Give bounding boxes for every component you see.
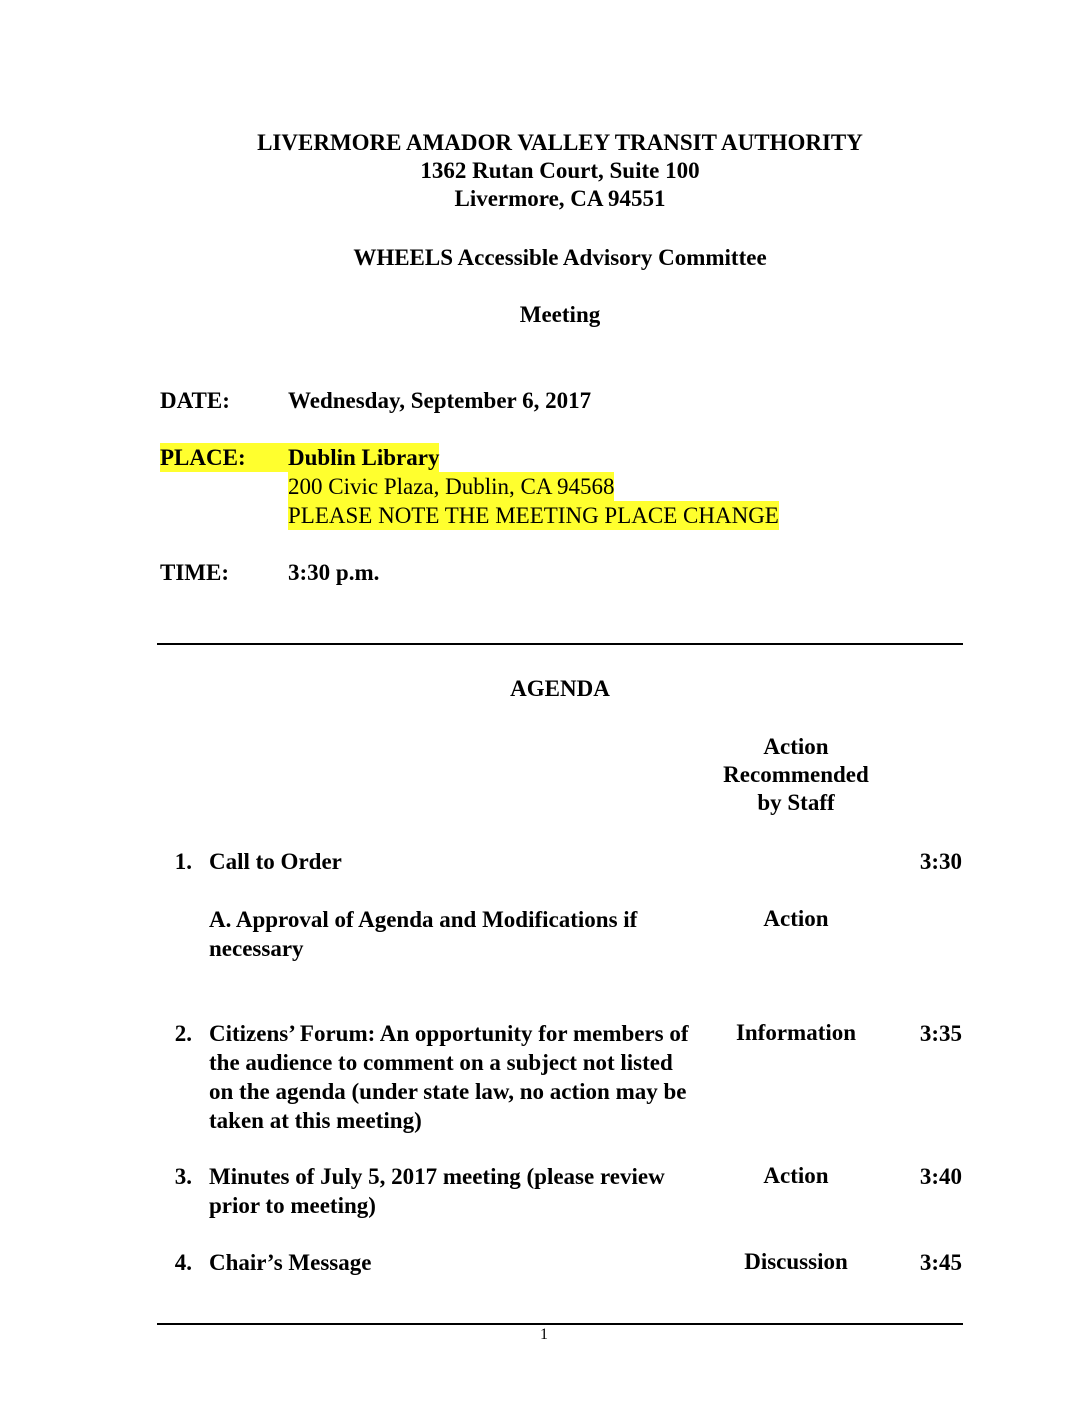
place-name: Dublin Library: [288, 445, 440, 470]
agenda-item-number: 4.: [174, 1250, 192, 1275]
agenda-item-time: 3:35: [919, 1021, 962, 1046]
action-column-header-line2: Recommended: [723, 762, 869, 787]
agenda-item-time: 3:30: [919, 849, 962, 874]
agenda-item-action: Action: [763, 1163, 829, 1188]
agenda-item-text: Minutes of July 5, 2017 meeting (please review prior to meeting): [209, 1164, 665, 1218]
org-address-line2: Livermore, CA 94551: [454, 186, 666, 211]
time-value: 3:30 p.m.: [288, 560, 380, 585]
agenda-item-time: 3:40: [919, 1164, 962, 1189]
committee-name: WHEELS Accessible Advisory Committee: [353, 245, 767, 270]
org-address-line1: 1362 Rutan Court, Suite 100: [420, 158, 700, 183]
agenda-item-number: 2.: [174, 1021, 192, 1046]
place-change-note: PLEASE NOTE THE MEETING PLACE CHANGE: [288, 503, 779, 528]
agenda-item-time: 3:45: [919, 1250, 962, 1275]
agenda-item-action: Information: [735, 1020, 857, 1045]
date-label: DATE:: [160, 388, 230, 413]
agenda-item-text: Citizens’ Forum: An opportunity for members of the audience to comment on a subject not listed on the agenda (under state law, no action may be taken at this meeting): [209, 1021, 689, 1133]
org-name: LIVERMORE AMADOR VALLEY TRANSIT AUTHORITY: [257, 130, 863, 155]
time-label: TIME:: [160, 560, 229, 585]
agenda-item-action: Discussion: [744, 1249, 848, 1274]
page-number: 1: [540, 1326, 548, 1343]
agenda-title: AGENDA: [510, 676, 610, 701]
agenda-subitem-action: Action: [763, 906, 829, 931]
footer-divider: [157, 1323, 963, 1325]
place-address: 200 Civic Plaza, Dublin, CA 94568: [288, 474, 615, 499]
agenda-item-text: Call to Order: [209, 849, 342, 874]
date-value: Wednesday, September 6, 2017: [288, 388, 592, 413]
place-label: PLACE:: [160, 443, 288, 472]
agenda-item-text: Chair’s Message: [209, 1250, 372, 1275]
meeting-heading: Meeting: [519, 302, 601, 327]
action-column-header-line3: by Staff: [757, 790, 835, 815]
agenda-item-number: 3.: [174, 1164, 192, 1189]
action-column-header-line1: Action: [763, 734, 829, 759]
section-divider: [157, 643, 963, 645]
agenda-item-number: 1.: [174, 849, 192, 874]
agenda-subitem-text: A. Approval of Agenda and Modifications if necessary: [209, 907, 638, 961]
